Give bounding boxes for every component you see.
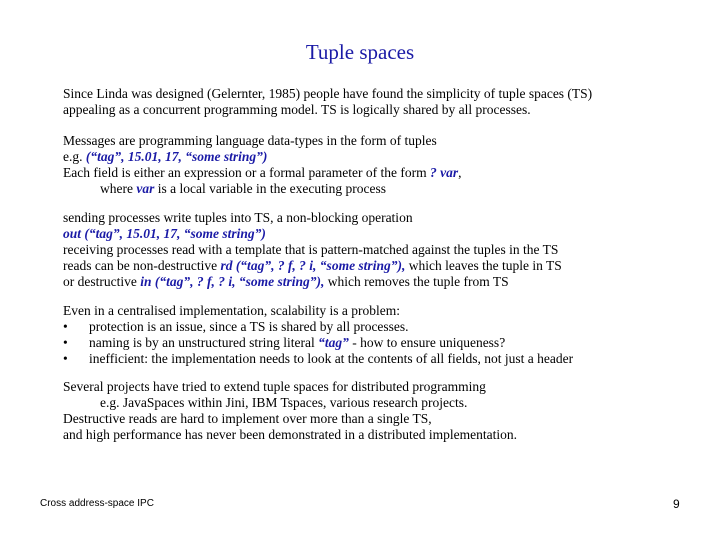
- in-operation: in (“tag”, ? f, ? i, “some string”),: [140, 274, 325, 289]
- formal-parameter: ? var: [429, 165, 459, 180]
- text-fragment: Each field is either an expression or a formal parameter of the form: [63, 165, 430, 180]
- bullet-text: inefficient: the implementation needs to look at the contents of all fields, not just a header: [89, 351, 574, 366]
- text-line: Messages are programming language data-types in the form of tuples: [63, 133, 437, 148]
- text-line: sending processes write tuples into TS, a non-blocking operation: [63, 210, 413, 225]
- rd-operation: rd (“tag”, ? f, ? i, “some string”),: [220, 258, 406, 273]
- text-line: appealing as a concurrent programming model. TS is logically shared by all processes.: [63, 102, 531, 117]
- footer-course-title: Cross address-space IPC: [40, 498, 154, 509]
- text-line: [63, 149, 703, 165]
- text-line: [63, 165, 703, 181]
- bullet-item: [63, 319, 703, 335]
- text-line: [63, 274, 703, 290]
- bullet-text: protection is an issue, since a TS is shared by all processes.: [89, 319, 409, 334]
- text-line: receiving processes read with a template that is pattern-matched against the tuples in the TS: [63, 242, 559, 257]
- paragraph-distributed: [63, 379, 703, 443]
- text-fragment: which removes the tuple from TS: [324, 274, 509, 289]
- bullet-icon: •: [63, 351, 68, 366]
- text-line: [63, 226, 703, 242]
- text-fragment: ,: [458, 165, 462, 180]
- bullet-item: [63, 351, 703, 367]
- bullet-text: [89, 335, 505, 351]
- text-line: [63, 181, 703, 197]
- text-line: [63, 258, 703, 274]
- text-fragment: reads can be non-destructive: [63, 258, 221, 273]
- paragraph-linda-intro: [63, 86, 703, 118]
- text-line: Several projects have tried to extend tuple spaces for distributed programming: [63, 379, 486, 394]
- text-fragment: e.g.: [63, 149, 86, 164]
- paragraph-operations: [63, 210, 703, 290]
- text-fragment: is a local variable in the executing process: [154, 181, 387, 196]
- paragraph-scalability: [63, 303, 703, 367]
- out-operation: out (“tag”, 15.01, 17, “some string”): [63, 226, 266, 241]
- text-line: and high performance has never been demonstrated in a distributed implementation.: [63, 427, 517, 442]
- text-fragment: naming is by an unstructured string literal: [89, 335, 319, 350]
- page-number: 9: [673, 497, 680, 511]
- text-line: Even in a centralised implementation, scalability is a problem:: [63, 303, 401, 318]
- text-fragment: or destructive: [63, 274, 141, 289]
- text-line: Since Linda was designed (Gelernter, 1985) people have found the simplicity of tuple spaces (TS): [63, 86, 593, 101]
- text-fragment: which leaves the tuple in TS: [405, 258, 562, 273]
- tag-term: “tag”: [318, 335, 349, 350]
- bullet-icon: •: [63, 335, 68, 350]
- paragraph-messages: [63, 133, 703, 197]
- text-fragment: - how to ensure uniqueness?: [348, 335, 506, 350]
- slide-title: Tuple spaces: [305, 40, 415, 64]
- bullet-icon: •: [63, 319, 68, 334]
- tuple-example: (“tag”, 15.01, 17, “some string”): [85, 149, 268, 164]
- text-line: e.g. JavaSpaces within Jini, IBM Tspaces, various research projects.: [100, 395, 468, 410]
- bullet-item: [63, 335, 703, 351]
- text-fragment: where: [100, 181, 137, 196]
- var-term: var: [136, 181, 155, 196]
- text-line: Destructive reads are hard to implement over more than a single TS,: [63, 411, 432, 426]
